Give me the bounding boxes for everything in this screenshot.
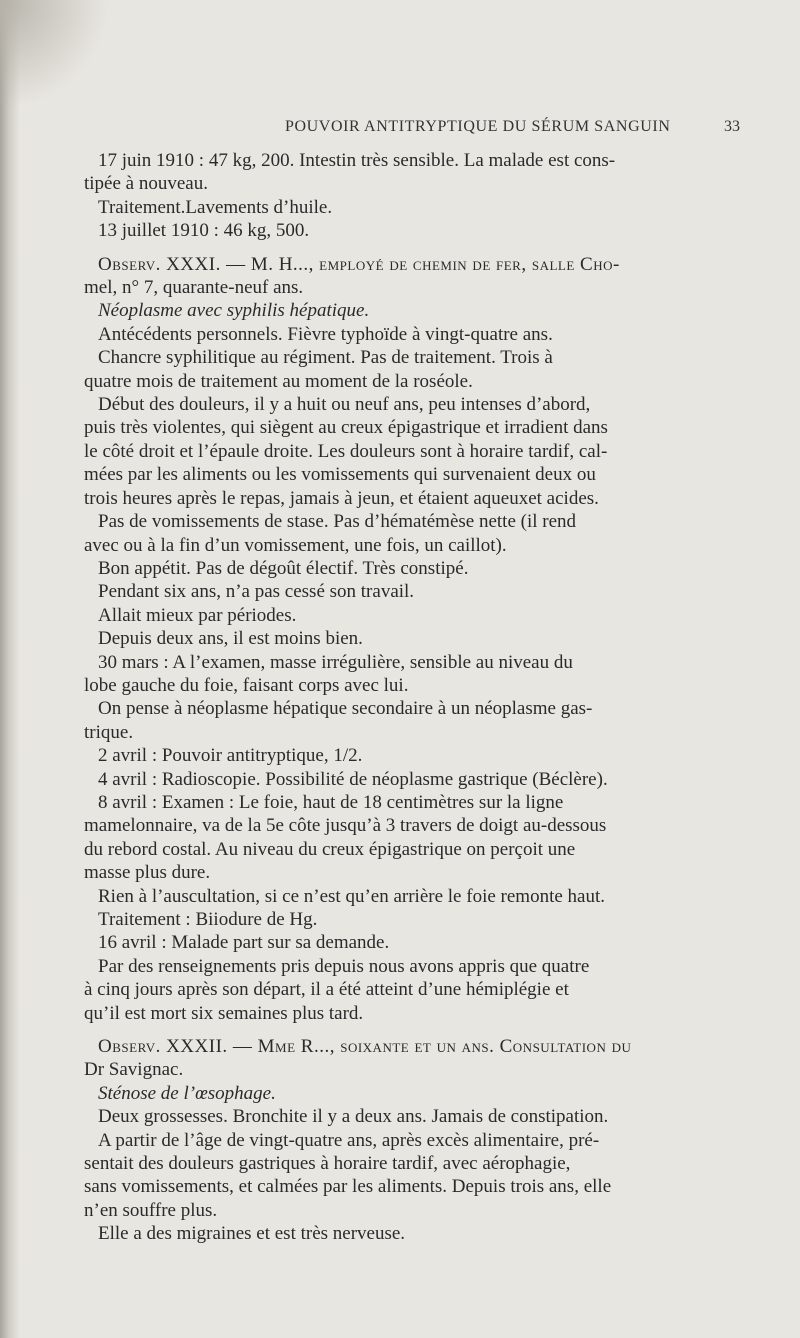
- text-line: Allait mieux par périodes.: [98, 604, 297, 626]
- text-line: Depuis deux ans, il est moins bien.: [98, 628, 363, 650]
- text-line: n’en souffre plus.: [84, 1199, 218, 1221]
- text-line: Bon appétit. Pas de dégoût électif. Très constipé.: [98, 557, 469, 579]
- text-line: Dr Savignac.: [84, 1059, 184, 1081]
- text-line: On pense à néoplasme hépatique secondaire à un néoplasme gas-: [98, 698, 593, 720]
- text-line: mées par les aliments ou les vomissements qui survenaient deux ou: [84, 464, 596, 486]
- text-line: tipée à nouveau.: [84, 173, 208, 195]
- text-line: sentait des douleurs gastriques à horaire tardif, avec aérophagie,: [84, 1153, 571, 1175]
- text-line: Par des renseignements pris depuis nous avons appris que quatre: [98, 955, 590, 977]
- page-binding-shadow: [0, 0, 20, 1338]
- diagnosis-title: Néoplasme avec syphilis hépatique.: [98, 300, 370, 322]
- running-head: [0, 118, 800, 142]
- text-line: du rebord costal. Au niveau du creux épigastrique on perçoit une: [84, 838, 576, 860]
- text-line: puis très violentes, qui siègent au creux épigastrique et irradient dans: [84, 417, 608, 439]
- text-line: lobe gauche du foie, faisant corps avec lui.: [84, 674, 409, 696]
- text-line: qu’il est mort six semaines plus tard.: [84, 1002, 364, 1024]
- text-line: Deux grossesses. Bronchite il y a deux ans. Jamais de constipation.: [98, 1106, 609, 1128]
- text-line: Elle a des migraines et est très nerveuse.: [98, 1223, 406, 1245]
- page-number: 33: [724, 118, 740, 135]
- text-line: A partir de l’âge de vingt-quatre ans, après excès alimentaire, pré-: [98, 1129, 600, 1151]
- text-line: 13 juillet 1910 : 46 kg, 500.: [98, 220, 310, 242]
- text-line: 30 mars : A l’examen, masse irrégulière, sensible au niveau du: [98, 651, 573, 673]
- text-line: Traitement : Biiodure de Hg.: [98, 909, 318, 930]
- text-line: mamelonnaire, va de la 5e côte jusqu’à 3 travers de doigt au-dessous: [84, 815, 607, 837]
- running-title: POUVOIR ANTITRYPTIQUE DU SÉRUM SANGUIN: [285, 118, 671, 135]
- text-line: masse plus dure.: [84, 862, 211, 884]
- text-line: Début des douleurs, il y a huit ou neuf ans, peu intenses d’abord,: [98, 394, 591, 416]
- text-line: 16 avril : Malade part sur sa demande.: [98, 932, 390, 954]
- text-line: Pas de vomissements de stase. Pas d’hématémèse nette (il rend: [98, 511, 577, 533]
- page-corner-shadow: [0, 0, 110, 110]
- observation-heading: Observ. XXXI. — M. H..., employé de chemin de fer, salle Cho-: [98, 253, 620, 275]
- text-line: Antécédents personnels. Fièvre typhoïde à vingt-quatre ans.: [98, 323, 553, 345]
- text-line: Traitement.Lavements d’huile.: [98, 196, 333, 218]
- text-line: quatre mois de traitement au moment de la roséole.: [84, 370, 473, 392]
- text-line: le côté droit et l’épaule droite. Les douleurs sont à horaire tardif, cal-: [84, 440, 608, 462]
- text-line: trique.: [84, 721, 134, 743]
- text-line: à cinq jours après son départ, il a été atteint d’une hémiplégie et: [84, 979, 569, 1001]
- text-line: 4 avril : Radioscopie. Possibilité de néoplasme gastrique (Béclère).: [98, 768, 608, 790]
- text-line: 2 avril : Pouvoir antitryptique, 1/2.: [98, 745, 363, 767]
- text-line: trois heures après le repas, jamais à jeun, et étaient aqueuxet acides.: [84, 487, 599, 509]
- diagnosis-title: Sténose de l’œsophage.: [98, 1082, 276, 1104]
- text-line: Rien à l’auscultation, si ce n’est qu’en arrière le foie remonte haut.: [98, 885, 605, 907]
- text-line: Pendant six ans, n’a pas cessé son travail.: [98, 581, 415, 603]
- observation-heading: Observ. XXXII. — Mme R..., soixante et un ans. Consultation du: [98, 1036, 632, 1058]
- text-line: Chancre syphilitique au régiment. Pas de traitement. Trois à: [98, 347, 553, 369]
- text-line: 17 juin 1910 : 47 kg, 200. Intestin très sensible. La malade est cons-: [98, 150, 616, 171]
- text-line: avec ou à la fin d’un vomissement, une fois, un caillot).: [84, 534, 507, 556]
- text-line: 8 avril : Examen : Le foie, haut de 18 centimètres sur la ligne: [98, 791, 564, 813]
- text-line: mel, n° 7, quarante-neuf ans.: [84, 277, 304, 299]
- body-text: [84, 149, 754, 1246]
- text-line: sans vomissements, et calmées par les aliments. Depuis trois ans, elle: [84, 1176, 612, 1198]
